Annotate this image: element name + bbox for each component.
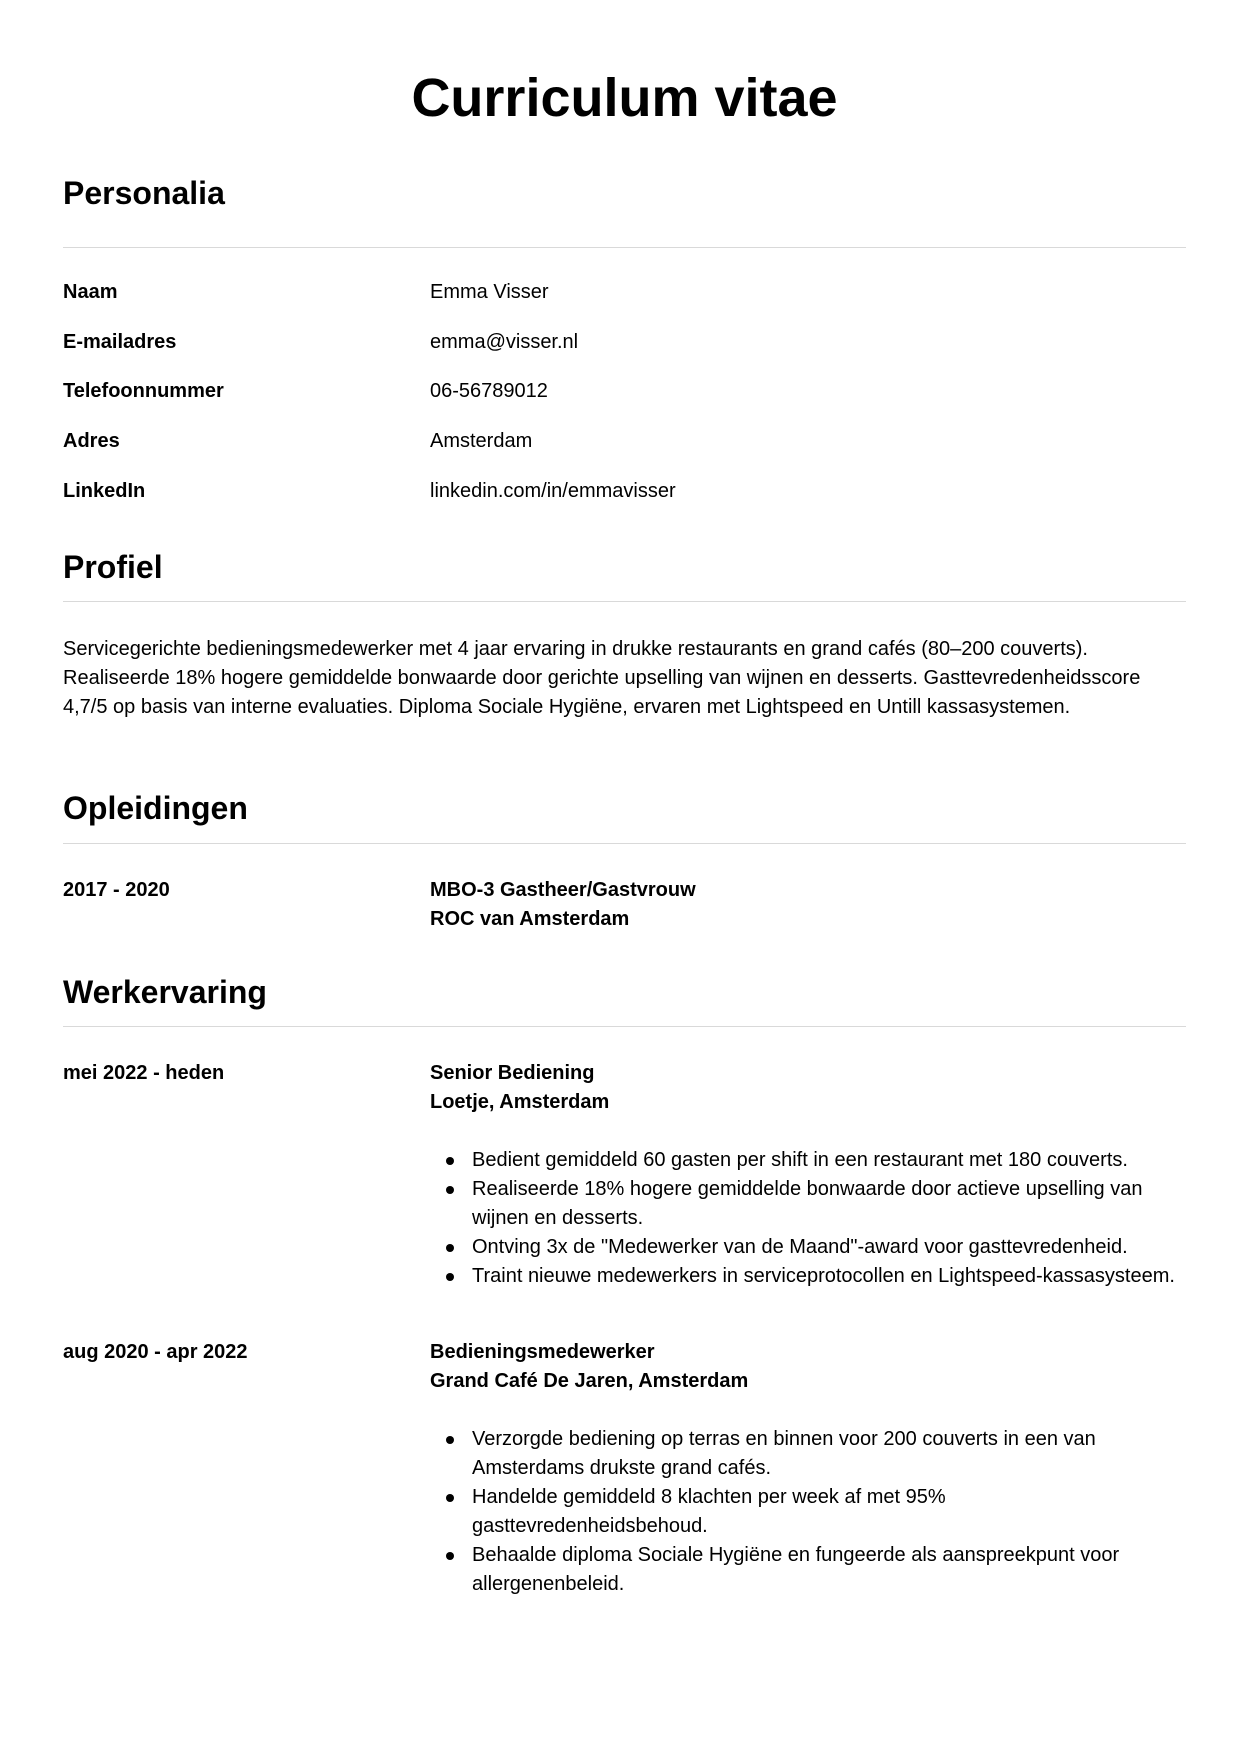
personalia-label: Adres xyxy=(63,430,120,452)
list-item-text: Handelde gemiddeld 8 klachten per week af met 95% gasttevredenheidsbehoud. xyxy=(472,1486,946,1537)
list-item xyxy=(472,1425,1186,1483)
section-divider xyxy=(63,601,1186,602)
education-title: MBO-3 Gastheer/Gastvrouw xyxy=(430,879,696,901)
work-job-title: Bedieningsmedewerker xyxy=(430,1341,655,1363)
list-item-text: Ontving 3x de "Medewerker van de Maand"-award voor gasttevredenheid. xyxy=(472,1236,1128,1258)
list-item xyxy=(472,1233,1186,1262)
list-item xyxy=(472,1262,1186,1291)
section-heading-personalia: Personalia xyxy=(63,175,225,211)
personalia-label: LinkedIn xyxy=(63,480,146,502)
personalia-value-linkedin: linkedin.com/in/emmavisser xyxy=(430,480,676,502)
bullet-icon xyxy=(446,1186,454,1194)
list-item xyxy=(472,1541,1186,1599)
education-institution: ROC van Amsterdam xyxy=(430,908,630,930)
education-period: 2017 - 2020 xyxy=(63,879,170,901)
section-divider xyxy=(63,247,1186,248)
list-item xyxy=(472,1483,1186,1541)
work-employer: Grand Café De Jaren, Amsterdam xyxy=(430,1370,749,1392)
work-detail xyxy=(430,1338,1186,1599)
personalia-value-phone: 06-56789012 xyxy=(430,380,548,402)
work-detail xyxy=(430,1059,1186,1291)
work-period: mei 2022 - heden xyxy=(63,1062,225,1084)
personalia-value-address: Amsterdam xyxy=(430,430,533,452)
personalia-value-email: emma@visser.nl xyxy=(430,331,579,353)
bullet-icon xyxy=(446,1244,454,1252)
section-heading-opleidingen: Opleidingen xyxy=(63,790,248,826)
list-item-text: Behaalde diploma Sociale Hygiëne en fungeerde als aanspreekpunt voor allergenenbeleid. xyxy=(472,1544,1120,1595)
list-item-text: Bedient gemiddeld 60 gasten per shift in een restaurant met 180 couverts. xyxy=(472,1149,1128,1171)
education-detail xyxy=(430,876,1186,934)
bullet-icon xyxy=(446,1157,454,1165)
bullet-icon xyxy=(446,1494,454,1502)
section-divider xyxy=(63,1026,1186,1027)
document-title: Curriculum vitae xyxy=(411,68,838,128)
section-divider xyxy=(63,843,1186,844)
bullet-icon xyxy=(446,1436,454,1444)
bullet-icon xyxy=(446,1273,454,1281)
work-period: aug 2020 - apr 2022 xyxy=(63,1341,248,1363)
profile-summary: Servicegerichte bedieningsmedewerker met 4 jaar ervaring in drukke restaurants en grand cafés (80–200 couverts). Realiseerde 18% hogere gemiddelde bonwaarde door gerichte upselling van wijnen en desserts. Gasttevredenheidsscore 4,7/5 op basis van interne evaluaties. Diploma Sociale Hygiëne, ervaren met Lightspeed en Untill kassasystemen. xyxy=(63,638,1141,718)
list-item xyxy=(472,1146,1186,1175)
list-item xyxy=(472,1175,1186,1233)
personalia-label: Naam xyxy=(63,281,118,303)
personalia-label: E-mailadres xyxy=(63,331,177,353)
section-heading-profiel: Profiel xyxy=(63,549,163,585)
list-item-text: Traint nieuwe medewerkers in serviceprotocollen en Lightspeed-kassasysteem. xyxy=(472,1265,1175,1287)
work-achievements-list xyxy=(430,1146,1186,1291)
work-employer: Loetje, Amsterdam xyxy=(430,1091,610,1113)
work-job-title: Senior Bediening xyxy=(430,1062,595,1084)
list-item-text: Realiseerde 18% hogere gemiddelde bonwaarde door actieve upselling van wijnen en desserts. xyxy=(472,1178,1143,1229)
bullet-icon xyxy=(446,1552,454,1560)
work-achievements-list xyxy=(430,1425,1186,1599)
section-heading-werkervaring: Werkervaring xyxy=(63,974,267,1010)
personalia-label: Telefoonnummer xyxy=(63,380,224,402)
personalia-value-name: Emma Visser xyxy=(430,281,549,303)
list-item-text: Verzorgde bediening op terras en binnen voor 200 couverts in een van Amsterdams drukste grand cafés. xyxy=(472,1428,1096,1479)
